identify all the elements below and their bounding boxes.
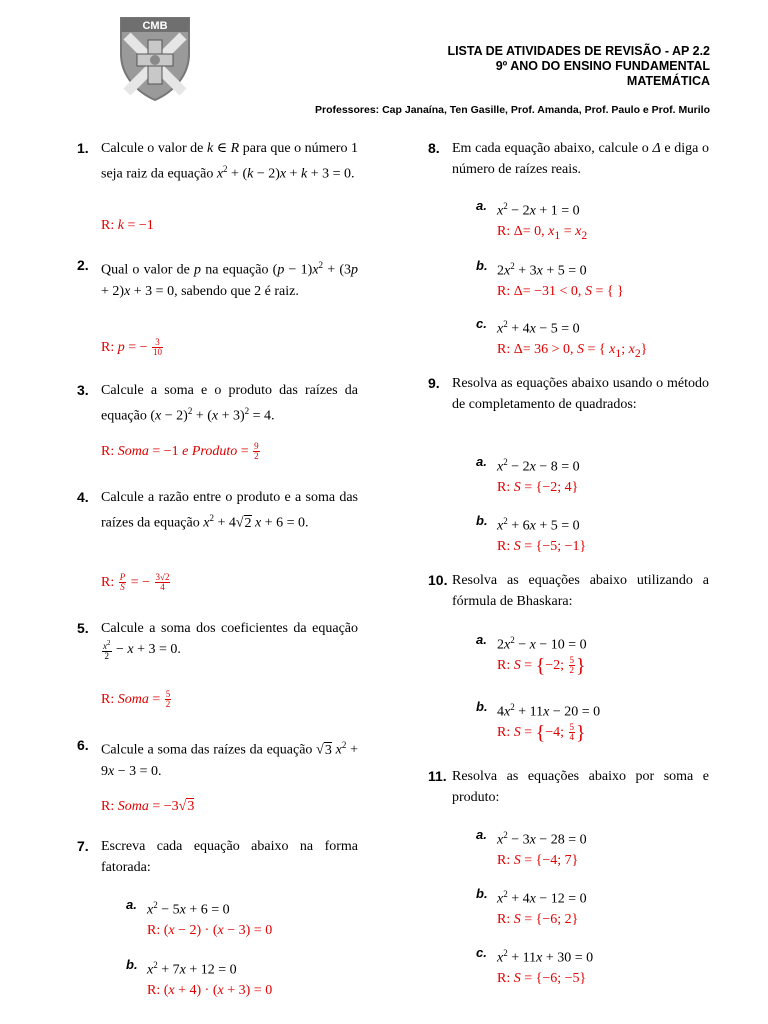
question-10a: a. $2x^2 - x - 10 = 0$ R: S = {−2; $\frac{5}{2}$ }	[476, 632, 587, 677]
question-2	[77, 255, 358, 302]
question-8b: b. $2x^2 + 3x + 5 = 0$ R: Δ= −31 < 0, S = { }	[476, 258, 624, 299]
question-10b: b. $4x^2 + 11x - 20 = 0$ R: S = {−4; $\frac{5}{4}$ }	[476, 699, 601, 744]
question-number: 6.	[77, 737, 89, 753]
question-text: Qual o valor de p na equação $(p - 1)x^2 + (3p + 2)x + 3 = 0$, sabendo que 2 é raiz.	[101, 260, 358, 299]
question-number: 4.	[77, 489, 89, 505]
header-grade: 9º ANO DO ENSINO FUNDAMENTAL	[495, 59, 710, 73]
answer-6: R: Soma = −3√3	[101, 799, 195, 814]
question-number: 1.	[77, 140, 89, 156]
answer-4: R: $\frac{P}{S}$ = − $\frac{3√2}{4}$	[101, 572, 170, 593]
question-text: Calcule a soma e o produto das raízes da equação $(x - 2)^2 + (x + 3)^2 = 4$.	[101, 383, 358, 424]
question-number: 5.	[77, 620, 89, 636]
question-text: Calcule a soma dos coeficientes da equação $\frac{x^2}{2}$ − x + 3 = 0.	[101, 621, 358, 661]
answer-2: R: p = − $\frac{3}{10}$	[101, 337, 163, 358]
question-8a: a. $x^2 - 2x + 1 = 0$ R: Δ= 0, $x_1 = x_2$	[476, 198, 588, 242]
answer-5: R: Soma = $\frac{5}{2}$	[101, 689, 171, 710]
question-text: Calcule a soma das raízes da equação √3 $x^2 + 9x - 3 = 0$.	[101, 740, 358, 779]
question-text: Escreva cada equação abaixo na forma fatorada:	[101, 839, 358, 875]
question-9	[428, 373, 709, 415]
question-1	[77, 138, 358, 185]
question-10	[428, 570, 709, 612]
header-title: LISTA DE ATIVIDADES DE REVISÃO - AP 2.2	[447, 44, 710, 58]
question-7a: a. $x^2 - 5x + 6 = 0$ R: (x − 2) · (x − 3) = 0	[126, 897, 273, 938]
question-number: 9.	[428, 375, 440, 391]
professors-line: Professores: Cap Janaína, Ten Gasille, Prof. Amanda, Prof. Paulo e Prof. Murilo	[314, 104, 710, 116]
question-8c: c. $x^2 + 4x - 5 = 0$ R: Δ= 36 > 0, S = { $x_1$; $x_2$}	[476, 316, 648, 360]
question-text: Resolva as equações abaixo por soma e produto:	[452, 769, 709, 805]
question-8	[428, 138, 709, 180]
question-4	[77, 487, 358, 534]
question-text: Em cada equação abaixo, calcule o Δ e diga o número de raízes reais.	[452, 141, 709, 177]
question-11c: c. $x^2 + 11x + 30 = 0$ R: S = {−6; −5}	[476, 945, 594, 986]
question-9b: b. $x^2 + 6x + 5 = 0$ R: S = {−5; −1}	[476, 513, 587, 554]
question-number: 10.	[428, 572, 448, 588]
school-crest-logo	[117, 14, 193, 102]
question-5	[77, 618, 358, 661]
answer-3: R: Soma = −1 e Produto = $\frac{9}{2}$	[101, 441, 259, 462]
question-number: 8.	[428, 140, 440, 156]
question-text: Resolva as equações abaixo usando o método de completamento de quadrados:	[452, 376, 709, 412]
question-6	[77, 735, 358, 782]
question-3	[77, 380, 358, 427]
question-text: Resolva as equações abaixo utilizando a fórmula de Bhaskara:	[452, 573, 709, 609]
question-7	[77, 836, 358, 878]
question-number: 2.	[77, 257, 89, 273]
question-number: 7.	[77, 838, 89, 854]
question-number: 11.	[428, 768, 447, 784]
svg-text:CMB: CMB	[142, 20, 168, 32]
question-number: 3.	[77, 382, 89, 398]
answer-1: R: k = −1	[101, 218, 154, 233]
header-subject: MATEMÁTICA	[626, 74, 710, 88]
question-7b: b. $x^2 + 7x + 12 = 0$ R: (x + 4) · (x + 3) = 0	[126, 957, 273, 998]
question-text: Calcule a razão entre o produto e a soma das raízes da equação $x^2 + 4√2$ x + 6 = 0.	[101, 490, 358, 531]
question-9a: a. $x^2 - 2x - 8 = 0$ R: S = {−2; 4}	[476, 454, 580, 495]
question-11a: a. $x^2 - 3x - 28 = 0$ R: S = {−4; 7}	[476, 827, 587, 868]
question-11	[428, 766, 709, 808]
question-11b: b. $x^2 + 4x - 12 = 0$ R: S = {−6; 2}	[476, 886, 587, 927]
question-text: Calcule o valor de k ∈ R para que o número 1 seja raiz da equação $x^2 + (k - 2)x + k + 3 = 0$.	[101, 141, 358, 182]
document-header	[447, 44, 710, 89]
